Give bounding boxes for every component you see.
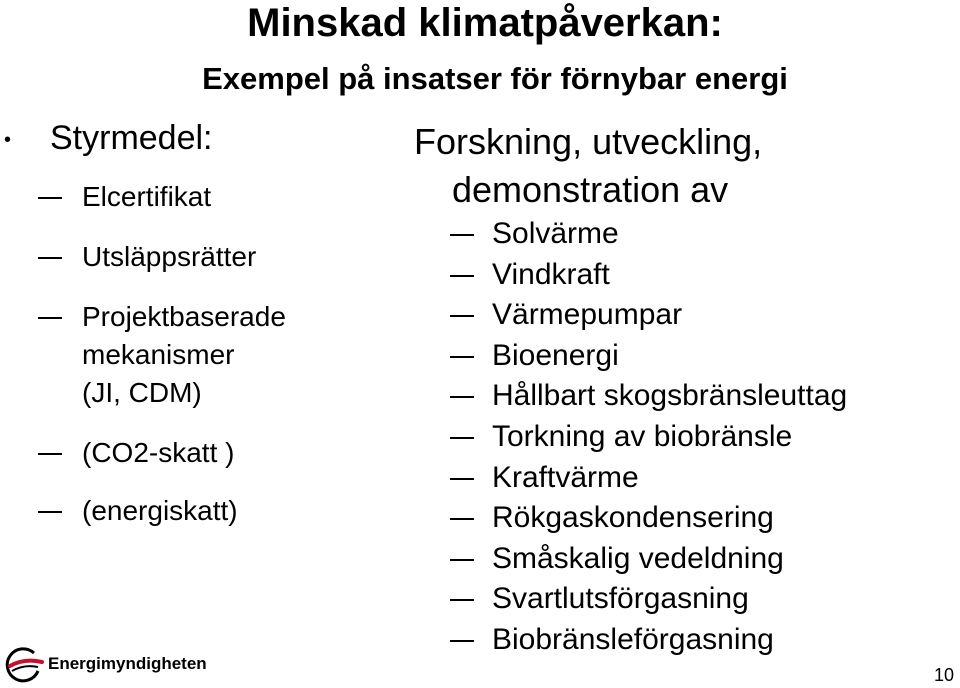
- bullet-icon: •: [4, 129, 12, 152]
- energimyndigheten-logo-icon: [4, 644, 44, 684]
- dash-icon: [450, 234, 474, 236]
- list-item-text: Bioenergi: [492, 338, 619, 372]
- list-item: [450, 458, 847, 499]
- list-item-text: Torkning av biobränsle: [492, 419, 793, 453]
- list-item: [450, 498, 847, 539]
- dash-icon: [450, 315, 474, 317]
- list-item: [450, 539, 847, 580]
- list-item-text: Elcertifikat: [82, 181, 212, 212]
- list-item-text: Hållbart skogsbränsleuttag: [492, 379, 848, 413]
- dash-icon: [450, 599, 474, 601]
- list-item-text: Solvärme: [492, 217, 619, 250]
- list-item-text: Kraftvärme: [492, 460, 639, 494]
- slide-subtitle: Exempel på insatser för förnybar energi: [202, 61, 788, 96]
- logo-text: Energimyndigheten: [48, 654, 207, 673]
- list-item: [38, 492, 286, 530]
- list-item: [38, 434, 286, 472]
- right-heading: [414, 118, 762, 214]
- left-heading-text: Styrmedel:: [50, 119, 213, 157]
- list-item: [38, 238, 286, 276]
- right-list: [450, 214, 847, 661]
- page-number: 10: [933, 665, 954, 685]
- list-item-text: Svartlutsförgasning: [492, 582, 749, 616]
- dash-icon: [450, 518, 474, 520]
- list-item-text: (JI, CDM): [82, 377, 202, 408]
- left-list: [38, 178, 286, 530]
- list-item: [450, 214, 847, 255]
- list-item-text: mekanismer: [82, 339, 235, 370]
- right-heading-line2: demonstration av: [452, 169, 729, 210]
- dash-icon: [450, 356, 474, 358]
- list-item-text: (energiskatt): [82, 495, 238, 526]
- dash-icon: [38, 317, 62, 319]
- list-item: [38, 298, 286, 412]
- list-item: [450, 295, 847, 336]
- right-heading-line1: Forskning, utveckling,: [414, 121, 763, 162]
- list-item-text: Värmepumpar: [492, 298, 683, 332]
- list-item-text: Utsläppsrätter: [82, 241, 257, 272]
- list-item: [450, 376, 847, 417]
- list-item-text: Rökgaskondensering: [492, 501, 774, 535]
- dash-icon: [38, 257, 62, 259]
- list-item-text: Biobränsleförgasning: [492, 622, 774, 656]
- dash-icon: [450, 437, 474, 439]
- list-item: [38, 178, 286, 216]
- list-item: [450, 620, 847, 661]
- dash-icon: [450, 396, 474, 398]
- dash-icon: [450, 478, 474, 480]
- list-item-text: Småskalig vedeldning: [492, 541, 784, 575]
- dash-icon: [450, 275, 474, 277]
- dash-icon: [38, 511, 62, 513]
- dash-icon: [450, 559, 474, 561]
- left-heading: [4, 118, 213, 160]
- list-item: [450, 579, 847, 620]
- list-item-text: (CO2-skatt ): [82, 437, 235, 468]
- list-item: [450, 255, 847, 296]
- list-item-text: Projektbaserade: [82, 301, 286, 332]
- dash-icon: [450, 640, 474, 642]
- dash-icon: [38, 197, 62, 199]
- list-item: [450, 336, 847, 377]
- list-item: [450, 417, 847, 458]
- slide-title: Minskad klimatpåverkan:: [247, 1, 723, 45]
- dash-icon: [38, 453, 62, 455]
- list-item-text: Vindkraft: [492, 257, 610, 291]
- energimyndigheten-logo: [4, 644, 207, 684]
